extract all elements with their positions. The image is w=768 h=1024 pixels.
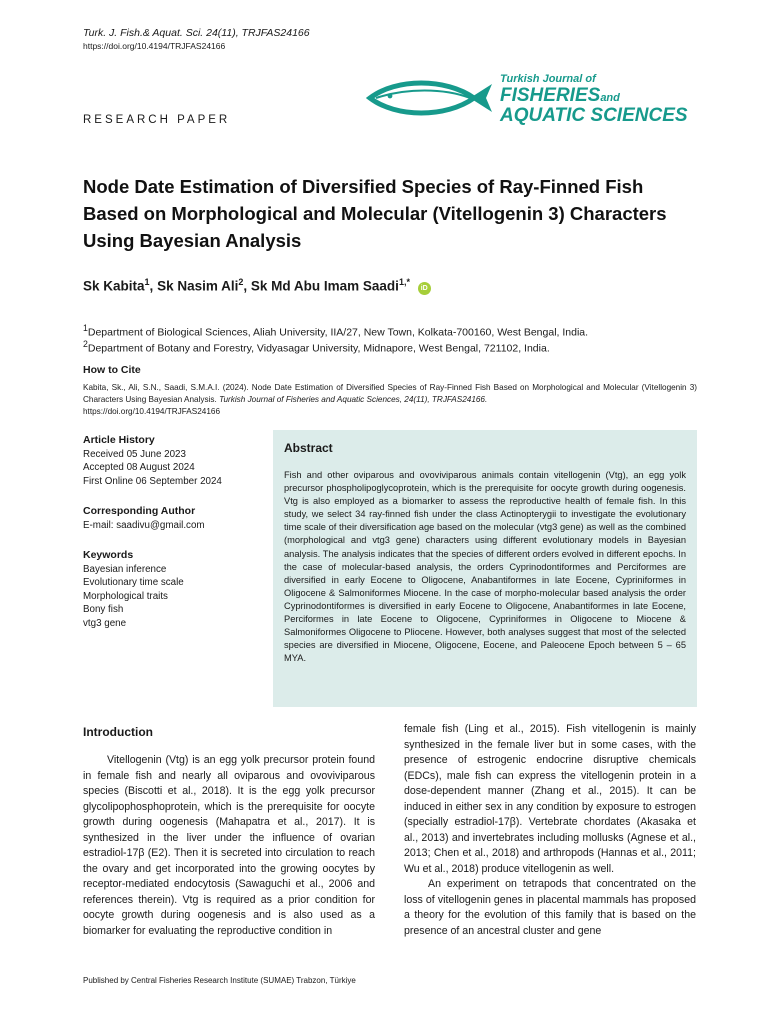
article-history-heading: Article History bbox=[83, 434, 155, 446]
logo-line-2: FISHERIES bbox=[500, 85, 601, 106]
affiliation: $^1$Department of Biological Sciences, Aliah University, IIA/27, New Town, Kolkata-700160, West Bengal, India. bbox=[83, 323, 589, 339]
logo-line-1: Turkish Journal of bbox=[500, 73, 596, 85]
affiliation: $^2$Department of Botany and Forestry, Vidyasagar University, Midnapore, West Bengal, 721102, India. bbox=[83, 339, 550, 355]
how-to-cite-heading: How to Cite bbox=[83, 364, 141, 376]
how-to-cite-text: Kabita, Sk., Ali, S.N., Saadi, S.M.A.I. (2024). Node Date Estimation of Diversified Species of Ray-Finned Fish Based on Morphological and Molecular (Vitellogenin 3) Characters Using Bayesian Analysis. Turkish Journal of Fisheries and Aquatic Sciences, 24(11), TRJFAS24166. https://doi.org/10.4194/TRJFAS24166 bbox=[83, 383, 697, 416]
abstract-heading: Abstract bbox=[284, 441, 333, 455]
paragraph: An experiment on tetrapods that concentrated on the loss of vitellogenin genes in placental mammals has proposed a theory for the evolution of this family that is based on the presence of an ancestral cluster and gene bbox=[404, 878, 696, 937]
body-column-left bbox=[83, 753, 375, 939]
paper-title: Node Date Estimation of Diversified Species of Ray-Finned Fish Based on Morphological and Molecular (Vitellogenin 3) Characters Using Bayesian Analysis bbox=[83, 176, 667, 251]
article-type-label: RESEARCH PAPER bbox=[83, 114, 231, 126]
author-sup: 2 bbox=[238, 277, 244, 287]
article-info-sidebar bbox=[83, 434, 263, 647]
logo-line-2-and: and bbox=[600, 92, 620, 104]
online-date: First Online 06 September 2024 bbox=[83, 475, 222, 487]
keywords-heading: Keywords bbox=[83, 549, 134, 561]
author-name: Sk Kabita bbox=[83, 278, 145, 294]
keyword-item: Morphological traits bbox=[83, 590, 168, 602]
author-name: Sk Nasim Ali bbox=[157, 278, 239, 294]
article-history bbox=[83, 434, 263, 488]
abstract-text: Fish and other oviparous and ovoviviparous animals contain vitellogenin (Vtg), an egg yolk precursor phospholipoglycoprotein, which is the prerequisite for oocyte growth during oogenesis. Vtg is also employed as a biomarker to assess the reproductive health of female fish. In this study, we select 34 ray-finned fish under the class Actinopterygii to investigate the evolutionary time scale of their diversification age based on the molecular (vtg3 gene) as well as the combined (morphological and vtg3 gene) characters using different evolutionary models in Bayesian analysis. The analysis indicates that the species of different orders evolved in different epochs. In the case of molecular-based analysis, the orders Cyprinodontiformes and Perciformes are diversified in early Eocene to Oligocene, Anabantiformes in late Eocene, Cypriniformes in Oligocene & Salmoniformes Miocene. In the case of morpho-molecular based analysis the order Cyprinodontiformes is diversified in early Eocene to Oligocene, Anabantiformes in late Eocene, Perciformes in late Eocene to Oligocene, Cypriniformes in Oligocene to Miocene & Salmoniformes Oligocene to Pliocene. However, both analyses suggest that most of the selected species are diversified in Miocene, Oligocene, Eocene, and Paleocene Epoch between 5 – 65 MYA. bbox=[284, 470, 686, 664]
abstract-box bbox=[273, 430, 697, 707]
corresponding-author bbox=[83, 505, 263, 532]
keyword-item: Bayesian inference bbox=[83, 563, 167, 575]
author-list: Sk Kabita$^1$, Sk Nasim Ali$^2$, Sk Md Abu Imam Saadi$^{1,*}$ iD bbox=[83, 277, 431, 295]
keywords bbox=[83, 549, 263, 630]
journal-reference: Turk. J. Fish.& Aquat. Sci. 24(11), TRJFAS24166 bbox=[83, 27, 310, 39]
author-sup: 1 bbox=[144, 277, 150, 287]
keyword-item: Evolutionary time scale bbox=[83, 577, 184, 588]
doi-link[interactable]: https://doi.org/10.4194/TRJFAS24166 bbox=[83, 41, 226, 51]
paragraph: female fish (Ling et al., 2015). Fish vitellogenin is mainly synthesized in the female liver but in some cases, with the presence of estrogenic endocrine disruptive chemicals (EDCs), male fish can express the vitellogenin protein in a dose-dependent manner (Zhang et al., 2015). It can be induced in either sex in any condition by exposure to estrogen (specially estradiol-17β). Vertebrate chordates (Akasaka et al., 2013) and invertebrates including mollusks (Agnese et al., 2013; Chen et al., 2018) and arthropods (Hannas et al., 2011; Wu et al., 2018) produce vitellogenin as well. bbox=[404, 723, 696, 875]
introduction-heading: Introduction bbox=[83, 725, 153, 739]
paragraph: Vitellogenin (Vtg) is an egg yolk precursor protein found in female fish and nearly all oviparous and ovoviviparous species (Biscotti et al., 2018). It is the egg yolk precursor glycolipophosphoprotein, which is the prerequisite for oocyte growth during oogenesis (Mahapatra et al., 2017). It is synthesized in the liver under the influence of ovarian estradiol-17β (E2). Then it is secreted into circulation to reach the ovary and get incorporated into the growing oocytes by receptor-mediated endocytosis (Sawaguchi et al., 2006 and references therein). Vtg is required as a prior condition for oocyte growth during oogenesis and is also used as a biomarker for evaluating the reproductive condition in bbox=[83, 754, 375, 937]
fish-logo-icon bbox=[366, 78, 494, 118]
journal-logo bbox=[366, 74, 706, 130]
orcid-icon[interactable]: iD bbox=[418, 282, 431, 295]
corresponding-author-heading: Corresponding Author bbox=[83, 505, 196, 517]
received-date: Received 05 June 2023 bbox=[83, 448, 186, 460]
keyword-item: vtg3 gene bbox=[83, 617, 127, 629]
accepted-date: Accepted 08 August 2024 bbox=[83, 462, 195, 473]
author-name: Sk Md Abu Imam Saadi bbox=[250, 278, 399, 294]
logo-line-3: AQUATIC SCIENCES bbox=[500, 105, 688, 126]
keyword-item: Bony fish bbox=[83, 604, 124, 615]
author-sup: 1,* bbox=[398, 277, 410, 287]
citation-doi-link[interactable]: https://doi.org/10.4194/TRJFAS24166 bbox=[83, 407, 221, 416]
body-column-right bbox=[404, 722, 696, 939]
publisher-footer: Published by Central Fisheries Research Institute (SUMAE) Trabzon, Türkiye bbox=[83, 976, 356, 985]
corresponding-email[interactable]: E-mail: saadivu@gmail.com bbox=[83, 519, 205, 531]
